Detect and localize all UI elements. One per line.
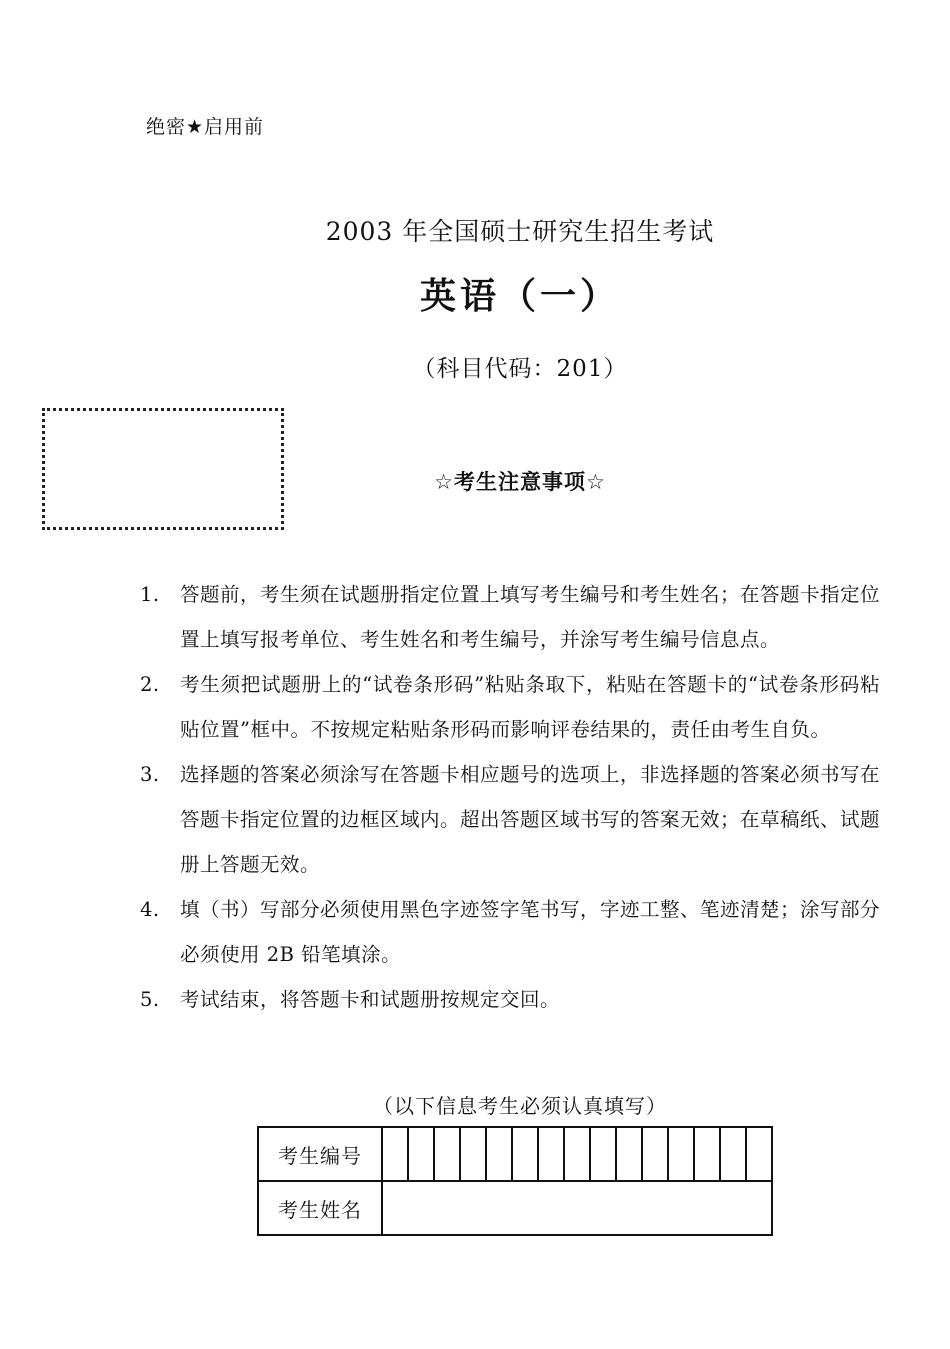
notice-item-text: 考试结束，将答题卡和试题册按规定交回。 — [180, 988, 561, 1011]
candidate-number-digit-box[interactable] — [460, 1127, 486, 1181]
candidate-info-table — [257, 1126, 773, 1236]
candidate-name-field[interactable] — [382, 1181, 772, 1235]
confidential-mark: 绝密★启用前 — [146, 116, 265, 138]
candidate-number-label: 考生编号 — [258, 1127, 382, 1181]
candidate-name-row — [258, 1181, 772, 1235]
notice-item — [140, 572, 880, 662]
candidate-number-digit-box[interactable] — [382, 1127, 408, 1181]
notice-item-number: 2. — [140, 673, 160, 696]
candidate-number-digit-box[interactable] — [642, 1127, 668, 1181]
candidate-number-digit-box[interactable] — [512, 1127, 538, 1181]
notice-item-text: 选择题的答案必须涂写在答题卡相应题号的选项上，非选择题的答案必须书写在答题卡指定位置的边框区域内。超出答题区域书写的答案无效；在草稿纸、试题册上答题无效。 — [180, 763, 881, 876]
candidate-number-digit-box[interactable] — [564, 1127, 590, 1181]
candidate-number-digit-box[interactable] — [538, 1127, 564, 1181]
candidate-number-digit-box[interactable] — [434, 1127, 460, 1181]
subject-code: （科目代码：201） — [412, 356, 628, 382]
candidate-number-digit-box[interactable] — [694, 1127, 720, 1181]
notice-item — [140, 887, 880, 977]
subject-title: 英语（一） — [419, 276, 620, 317]
candidate-number-row — [258, 1127, 772, 1181]
notice-item — [140, 752, 880, 887]
notice-heading: ☆考生注意事项☆ — [434, 470, 606, 494]
candidate-number-digit-box[interactable] — [668, 1127, 694, 1181]
notice-item-text: 考生须把试题册上的“试卷条形码”粘贴条取下，粘贴在答题卡的“试卷条形码粘贴位置”框中。不按规定粘贴条形码而影响评卷结果的，责任由考生自负。 — [180, 673, 880, 741]
notice-item-text: 答题前，考生须在试题册指定位置上填写考生编号和考生姓名；在答题卡指定位置上填写报考单位、考生姓名和考生编号，并涂写考生编号信息点。 — [180, 583, 881, 651]
notice-item-number: 4. — [140, 898, 160, 921]
notice-item-text: 填（书）写部分必须使用黑色字迹签字笔书写，字迹工整、笔迹清楚；涂写部分必须使用 2B 铅笔填涂。 — [180, 898, 881, 966]
candidate-number-digit-box[interactable] — [590, 1127, 616, 1181]
notice-item-number: 3. — [140, 763, 160, 786]
notice-list — [140, 572, 880, 1022]
candidate-name-label: 考生姓名 — [258, 1181, 382, 1235]
candidate-info-caption: （以下信息考生必须认真填写） — [373, 1094, 667, 1118]
candidate-number-digit-box[interactable] — [746, 1127, 772, 1181]
candidate-number-digit-box[interactable] — [616, 1127, 642, 1181]
notice-item-number: 1. — [140, 583, 160, 606]
exam-title: 2003 年全国硕士研究生招生考试 — [325, 217, 715, 246]
candidate-number-digit-box[interactable] — [486, 1127, 512, 1181]
notice-item-number: 5. — [140, 988, 160, 1011]
notice-item — [140, 977, 880, 1022]
candidate-number-digit-box[interactable] — [408, 1127, 434, 1181]
candidate-number-digit-box[interactable] — [720, 1127, 746, 1181]
notice-item — [140, 662, 880, 752]
